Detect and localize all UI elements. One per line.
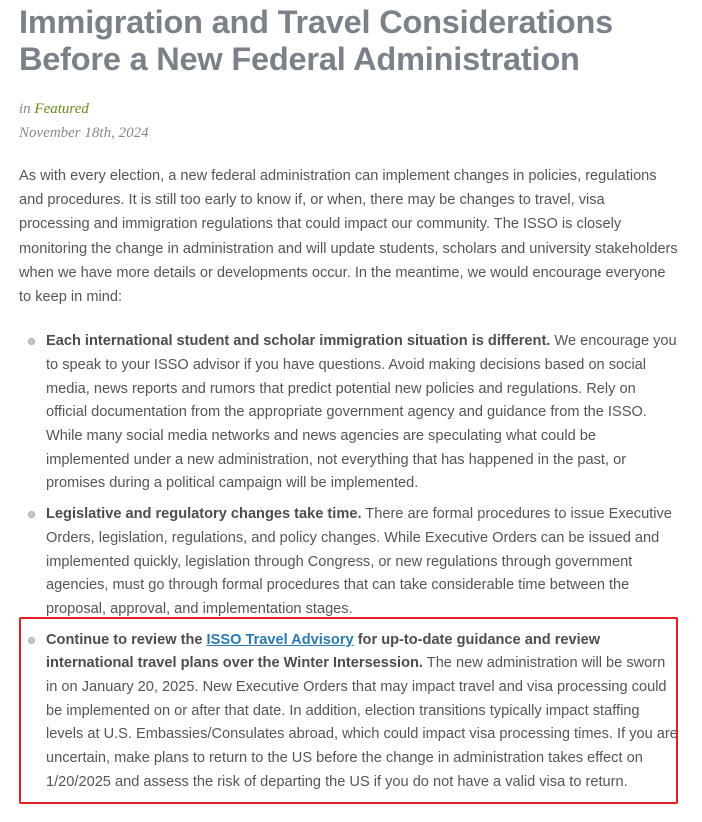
list-item-text: There are formal procedures to issue Executive Orders, legislation, regulations, and policy changes. While Executive Orders can be issued and implemented quickly, legislation through Congress, or new regulations through government agencies, must go through formal procedures that can take considerable time between the proposal, approval, and implementation stages.: [46, 506, 672, 617]
isso-travel-advisory-link[interactable]: ISSO Travel Advisory: [206, 631, 354, 648]
list-item: [19, 330, 679, 496]
post-date: November 18th, 2024: [19, 125, 149, 141]
article: [19, 0, 679, 802]
bullet-icon: [28, 511, 35, 518]
bullet-icon: [28, 637, 35, 644]
list-item-text: We encourage you to speak to your ISSO advisor if you have questions. Avoid making decisions based on social media, news reports and rumors that predict potential new policies and regulations. Rely on official documentation from the appropriate government agency and guidance from the ISSO. While many social media networks and news agencies are speculating what could be implemented under a new administration, not everything that has happened in the past, or promises during a political campaign will be implemented.: [46, 333, 677, 492]
category-link[interactable]: Featured: [34, 101, 89, 117]
lead-after-link: for up-to-date guidance and review international travel plans over the Winter Intersession.: [46, 631, 601, 672]
page-title: Immigration and Travel Considerations Before a New Federal Administration: [19, 4, 613, 77]
list-item-lead: Each international student and scholar immigration situation is different.: [46, 333, 551, 350]
bullet-icon: [28, 338, 35, 345]
post-meta: [19, 97, 679, 145]
list-item-highlighted: [19, 629, 679, 795]
intro-paragraph: As with every election, a new federal administration can implement changes in policies, regulations and procedures. It is still too early to know if, or when, there may be changes to travel, visa processing and immigration regulations that could impact our community. The ISSO is closely monitoring the change in administration and will update students, scholars and university stakeholders when we have more details or developments occur. In the meantime, we would encourage everyone to keep in mind:: [19, 168, 678, 306]
category-prefix: in: [19, 101, 31, 117]
considerations-list: [19, 330, 679, 794]
list-item-text: The new administration will be sworn in on January 20, 2025. New Executive Orders that may impact travel and visa processing could be implemented on or after that date. In addition, election transitions typically impact staffing levels at U.S. Embassies/Consulates abroad, which could impact visa processing times. If you are uncertain, make plans to return to the US before the change in administration takes effect on 1/20/2025 and assess the risk of departing the US if you do not have a valid visa to return.: [46, 655, 678, 790]
category-line: [19, 97, 679, 121]
list-item: [19, 503, 679, 622]
list-item-lead: Legislative and regulatory changes take time.: [46, 506, 362, 523]
lead-before-link: Continue to review the: [46, 631, 207, 648]
